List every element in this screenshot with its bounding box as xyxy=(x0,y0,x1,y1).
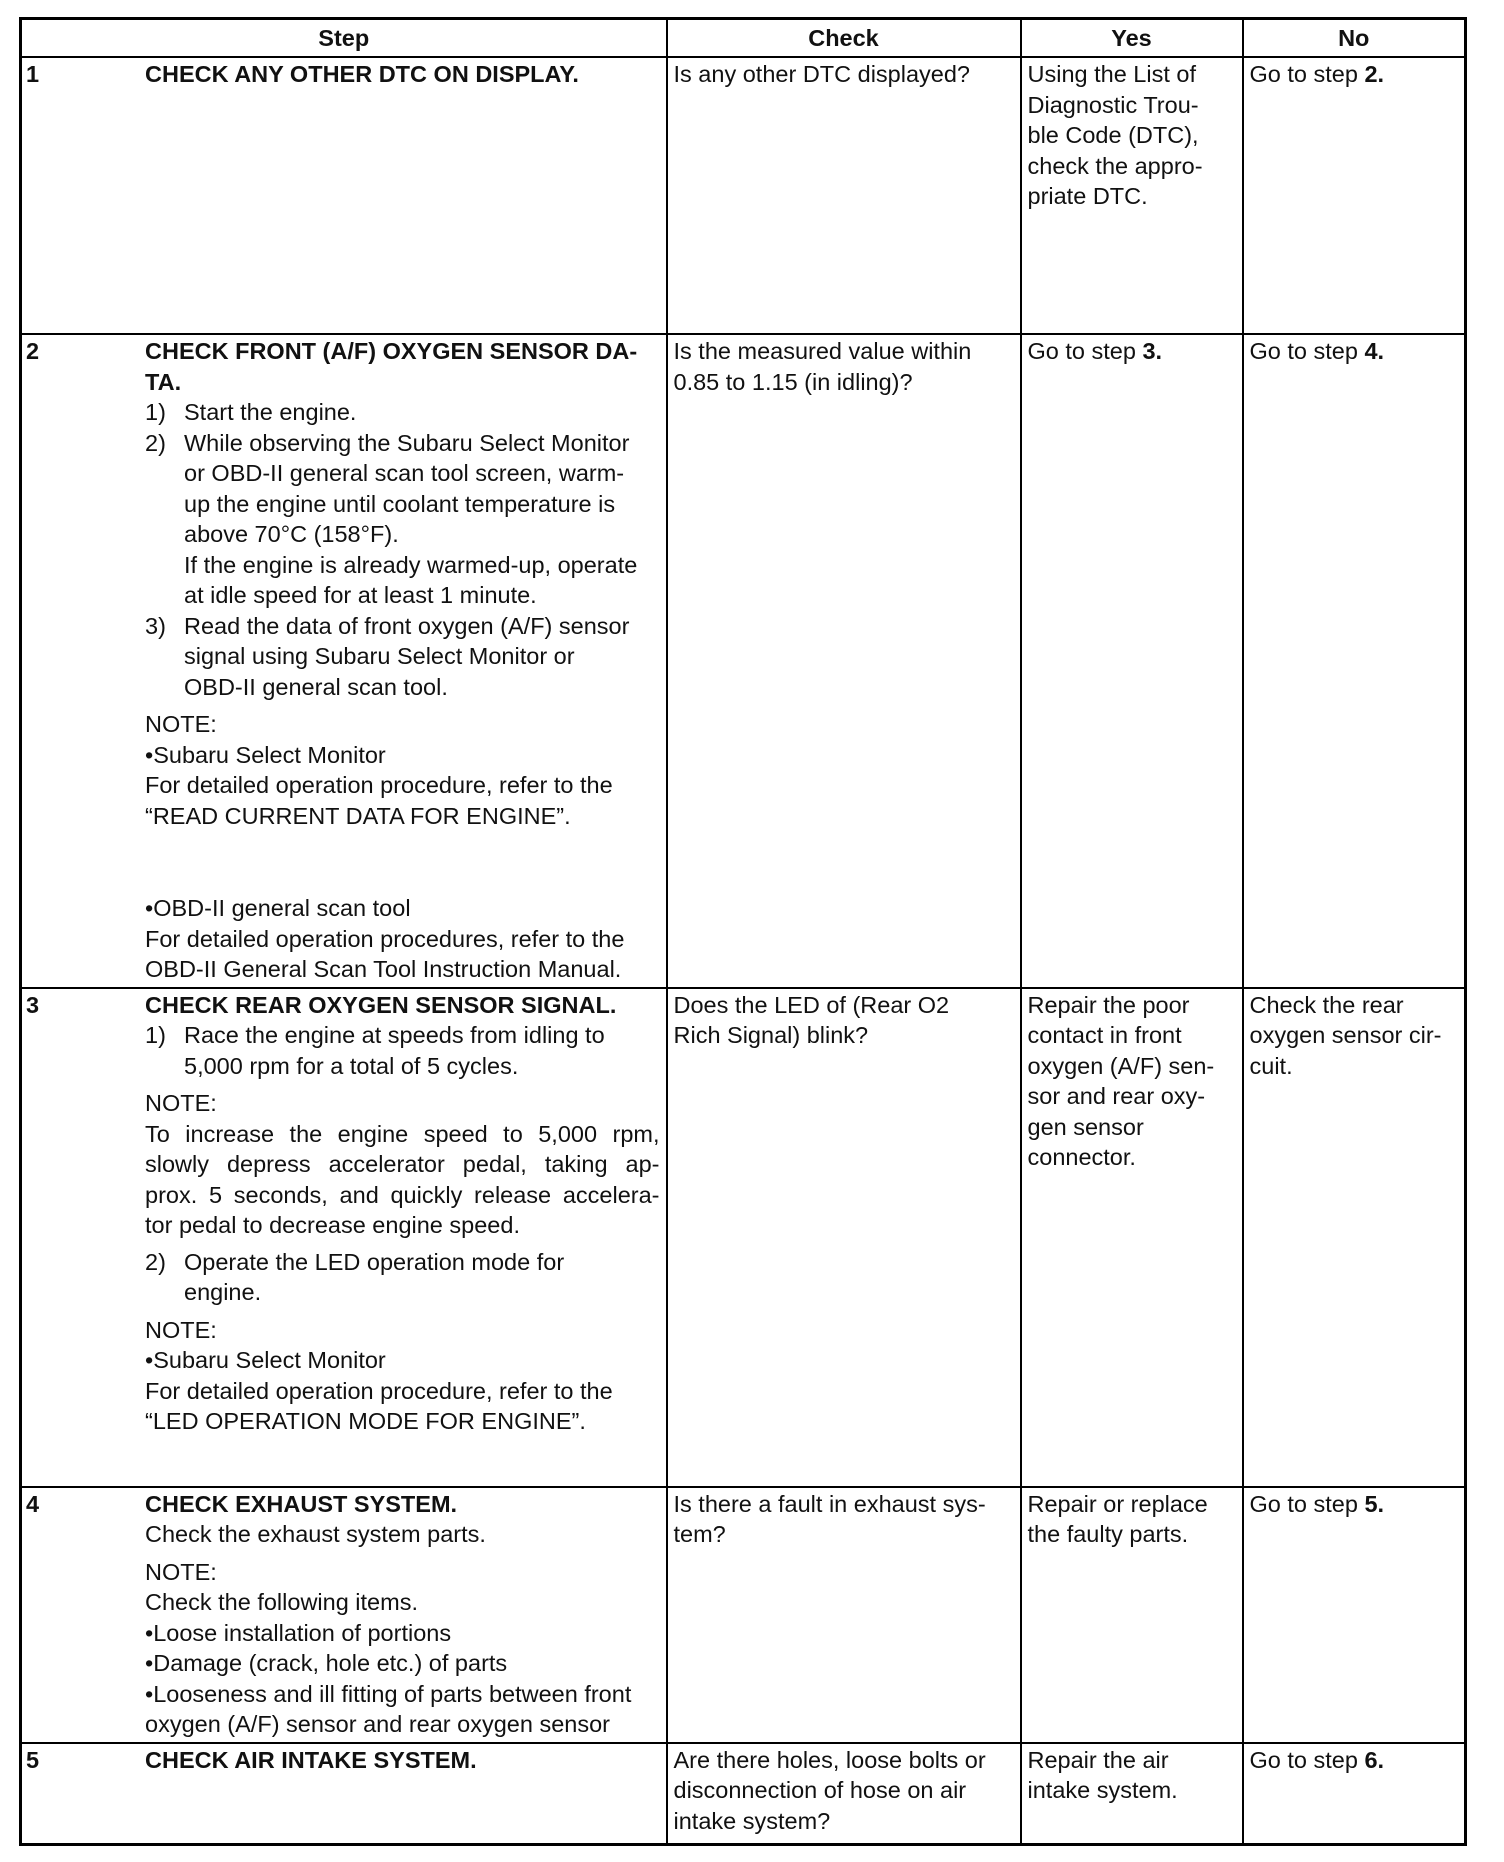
yes-line: check the appro- xyxy=(1027,152,1203,179)
step-reference: 3. xyxy=(1142,338,1163,364)
yes-cell xyxy=(1021,57,1243,334)
procedure-list xyxy=(145,397,660,702)
check-line: tem? xyxy=(673,1521,726,1547)
header-step: Step xyxy=(21,19,667,58)
list-line: 5,000 rpm for a total of 5 cycles. xyxy=(184,1052,519,1079)
table-row xyxy=(21,57,1466,334)
list-marker: 3) xyxy=(145,612,166,639)
list-line: signal using Subaru Select Monitor or xyxy=(184,643,575,669)
table-row xyxy=(21,1743,1466,1845)
yes-line: connector. xyxy=(1027,1144,1136,1170)
check-cell xyxy=(667,1487,1021,1743)
procedure-list xyxy=(145,1020,660,1081)
list-line: at idle speed for at least 1 minute. xyxy=(184,582,537,608)
list-line: While observing the Subaru Select Monitor xyxy=(184,429,630,456)
header-check: Check xyxy=(667,19,1021,58)
list-line: Start the engine. xyxy=(184,399,357,425)
step-title: TA. xyxy=(145,368,182,395)
step-number: 2 xyxy=(26,338,40,364)
step-reference: 4. xyxy=(1364,338,1385,364)
note-line: To increase the engine speed to 5,000 rpm, xyxy=(145,1120,660,1147)
step-cell xyxy=(21,1743,667,1845)
diagnostic-table xyxy=(19,17,1467,1846)
yes-line: sor and rear oxy- xyxy=(1027,1083,1206,1109)
step-title: CHECK REAR OXYGEN SENSOR SIGNAL. xyxy=(145,991,617,1018)
note-label: NOTE: xyxy=(145,1090,217,1116)
yes-line: priate DTC. xyxy=(1027,183,1148,209)
step-reference: 5. xyxy=(1364,1490,1385,1517)
note-line: slowly depress accelerator pedal, taking ap- xyxy=(145,1151,660,1177)
yes-line: Repair the poor xyxy=(1027,991,1190,1018)
check-line: disconnection of hose on air xyxy=(673,1777,967,1803)
yes-line: contact in front xyxy=(1027,1022,1182,1048)
step-cell xyxy=(21,334,667,988)
yes-line: Repair or replace xyxy=(1027,1490,1208,1517)
list-line: up the engine until coolant temperature is xyxy=(184,490,616,517)
step-number: 5 xyxy=(26,1746,40,1773)
check-line: Rich Signal) blink? xyxy=(673,1022,869,1048)
step-cell xyxy=(21,1487,667,1743)
check-line: intake system? xyxy=(673,1807,831,1834)
note-label: NOTE: xyxy=(145,711,217,737)
note-line: •Looseness and ill fitting of parts between front xyxy=(145,1680,632,1707)
note-line: •Subaru Select Monitor xyxy=(145,741,386,768)
list-line: above 70°C (158°F). xyxy=(184,521,399,547)
note-line: •Subaru Select Monitor xyxy=(145,1347,386,1373)
list-item xyxy=(145,397,660,428)
yes-line: intake system. xyxy=(1027,1777,1178,1803)
check-line: 0.85 to 1.15 (in idling)? xyxy=(673,368,913,395)
header-row xyxy=(21,19,1466,58)
list-item xyxy=(145,1020,660,1081)
check-cell xyxy=(667,334,1021,988)
table-row xyxy=(21,1487,1466,1743)
note-line: For detailed operation procedure, refer to the xyxy=(145,1377,613,1404)
check-line: Is there a fault in exhaust sys- xyxy=(673,1490,986,1517)
table-row xyxy=(21,988,1466,1487)
no-cell xyxy=(1243,988,1466,1487)
note-line: •OBD-II general scan tool xyxy=(145,895,411,921)
yes-text: Go to step xyxy=(1027,338,1143,364)
note-line: “LED OPERATION MODE FOR ENGINE”. xyxy=(145,1408,586,1434)
list-item xyxy=(145,611,660,703)
list-line: OBD-II general scan tool. xyxy=(184,673,448,700)
list-line: engine. xyxy=(184,1279,262,1305)
list-marker: 2) xyxy=(145,1248,166,1275)
no-text: Go to step xyxy=(1249,338,1365,364)
note-line: OBD-II General Scan Tool Instruction Manual. xyxy=(145,956,622,982)
list-line: Race the engine at speeds from idling to xyxy=(184,1022,605,1048)
step-reference: 6. xyxy=(1364,1746,1385,1773)
note-line: For detailed operation procedures, refer to the xyxy=(145,925,625,952)
no-line: cuit. xyxy=(1249,1052,1293,1079)
step-cell xyxy=(21,57,667,334)
step-body: Check the exhaust system parts. xyxy=(145,1521,486,1547)
yes-line: Repair the air xyxy=(1027,1746,1169,1773)
list-line: Read the data of front oxygen (A/F) sensor xyxy=(184,612,630,639)
yes-line: oxygen (A/F) sen- xyxy=(1027,1052,1215,1079)
step-title: CHECK EXHAUST SYSTEM. xyxy=(145,1490,458,1517)
no-cell xyxy=(1243,1487,1466,1743)
yes-cell xyxy=(1021,334,1243,988)
yes-line: Diagnostic Trou- xyxy=(1027,91,1199,118)
spacer xyxy=(145,831,660,893)
check-line: Are there holes, loose bolts or xyxy=(673,1746,986,1773)
note-label: NOTE: xyxy=(145,1316,217,1343)
header-no: No xyxy=(1243,19,1466,58)
list-marker: 1) xyxy=(145,1022,166,1048)
header-yes: Yes xyxy=(1021,19,1243,58)
step-title: CHECK FRONT (A/F) OXYGEN SENSOR DA- xyxy=(145,338,638,364)
note-line: •Damage (crack, hole etc.) of parts xyxy=(145,1650,508,1676)
step-reference: 2. xyxy=(1364,61,1385,87)
no-text: Go to step xyxy=(1249,1746,1365,1773)
note-line: For detailed operation procedure, refer to the xyxy=(145,772,613,798)
list-marker: 1) xyxy=(145,399,166,425)
no-cell xyxy=(1243,1743,1466,1845)
step-number: 3 xyxy=(26,991,40,1018)
step-title: CHECK ANY OTHER DTC ON DISPLAY. xyxy=(145,61,579,87)
yes-cell xyxy=(1021,988,1243,1487)
check-cell xyxy=(667,57,1021,334)
yes-line: the faulty parts. xyxy=(1027,1521,1189,1547)
list-line: or OBD-II general scan tool screen, warm- xyxy=(184,460,625,486)
check-text: Is any other DTC displayed? xyxy=(673,61,971,87)
check-cell xyxy=(667,1743,1021,1845)
note-line: Check the following items. xyxy=(145,1589,418,1615)
step-title: CHECK AIR INTAKE SYSTEM. xyxy=(145,1746,477,1773)
list-item xyxy=(145,428,660,611)
note-line: tor pedal to decrease engine speed. xyxy=(145,1212,520,1238)
note-label: NOTE: xyxy=(145,1558,217,1585)
check-line: Does the LED of (Rear O2 xyxy=(673,991,950,1018)
check-line: Is the measured value within xyxy=(673,338,972,364)
list-marker: 2) xyxy=(145,429,166,456)
note-line: prox. 5 seconds, and quickly release accelera- xyxy=(145,1181,660,1208)
step-cell xyxy=(21,988,667,1487)
list-line: Operate the LED operation mode for xyxy=(184,1248,565,1275)
no-cell xyxy=(1243,334,1466,988)
table-row xyxy=(21,334,1466,988)
yes-cell xyxy=(1021,1743,1243,1845)
no-line: Check the rear xyxy=(1249,991,1404,1018)
yes-line: Using the List of xyxy=(1027,61,1197,87)
no-text: Go to step xyxy=(1249,1490,1365,1517)
note-line: •Loose installation of portions xyxy=(145,1619,452,1646)
step-number: 4 xyxy=(26,1490,40,1517)
check-cell xyxy=(667,988,1021,1487)
note-line: oxygen (A/F) sensor and rear oxygen sensor xyxy=(145,1711,611,1737)
list-line: If the engine is already warmed-up, operate xyxy=(184,551,638,578)
yes-line: ble Code (DTC), xyxy=(1027,122,1199,148)
step-number: 1 xyxy=(26,61,40,87)
yes-line: gen sensor xyxy=(1027,1113,1144,1140)
yes-cell xyxy=(1021,1487,1243,1743)
note-line: “READ CURRENT DATA FOR ENGINE”. xyxy=(145,802,571,829)
list-item xyxy=(145,1247,660,1308)
procedure-list xyxy=(145,1247,660,1308)
no-line: oxygen sensor cir- xyxy=(1249,1022,1442,1048)
no-cell xyxy=(1243,57,1466,334)
no-text: Go to step xyxy=(1249,61,1365,87)
